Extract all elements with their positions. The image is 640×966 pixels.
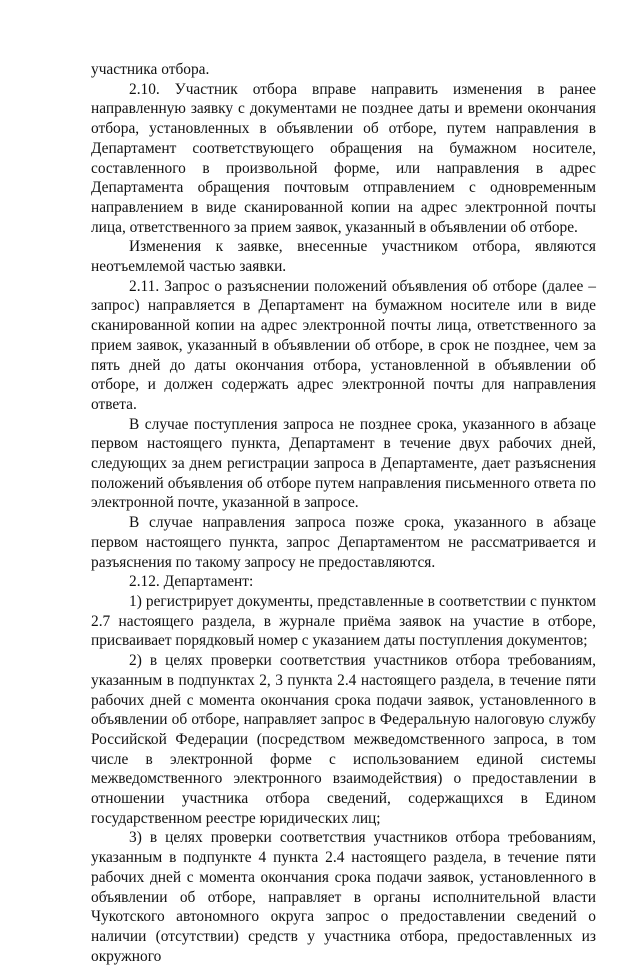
paragraph-request-on-time: В случае поступления запроса не позднее срока, указанного в абзаце первом настоящего пункта, Департамент в течение двух рабочих дней, следующих за днем регистрации запроса в Департаменте, дает разъяснения положений объявления об отборе путем направления письменного ответа по электронной почте, указанной в запросе.: [91, 415, 596, 512]
paragraph-2-11: 2.11. Запрос о разъяснении положений объявления об отборе (далее – запрос) направляется в Департамент на бумажном носителе или в виде сканированной копии на адрес электронной почты лица, ответственного за прием заявок, указанный в объявлении об отборе, в срок не позднее, чем за пять дней до даты окончания отбора, установленной в объявлении об отборе, и должен содержать адрес электронной почты для направления ответа.: [91, 277, 596, 413]
paragraph-2-12: 2.12. Департамент:: [129, 573, 254, 591]
paragraph-changes: Изменения к заявке, внесенные участником отбора, являются неотъемлемой частью заявки.: [91, 238, 596, 276]
paragraph-item-3: 3) в целях проверки соответствия участников отбора требованиям, указанным в подпункте 4 пункта 2.4 настоящего раздела, в течение пяти рабочих дней с момента окончания срока подачи заявок, установленного в объявлении об отборе, направляет в органы исполнительной власти Чукотского автономного округа запрос о предоставлении сведений о наличии (отсутствии) средств у участника отбора, предоставленных из окружного: [91, 829, 596, 965]
paragraph-item-1: 1) регистрирует документы, представленные в соответствии с пунктом 2.7 настоящего раздела, в журнале приёма заявок на участие в отборе, присваивает порядковый номер с указанием даты поступления документов;: [91, 592, 596, 650]
paragraph-2-10: 2.10. Участник отбора вправе направить изменения в ранее направленную заявку с документами не позднее даты и времени окончания отбора, установленных в объявлении об отборе, путем направления в Департамент соответствующего обращения на бумажном носителе, составленного в произвольной форме, или направления в адрес Департамента обращения почтовым отправлением с одновременным направлением в виде сканированной копии на адрес электронной почты лица, ответственного за прием заявок, указанный в объявлении об отборе.: [91, 80, 596, 236]
document-body: [91, 60, 596, 966]
paragraph-continuation: участника отбора.: [91, 61, 210, 78]
paragraph-request-late: В случае направления запроса позже срока, указанного в абзаце первом настоящего пункта, запрос Департаментом не рассматривается и разъяснения по такому запросу не предоставляются.: [91, 514, 596, 571]
paragraph-item-2: 2) в целях проверки соответствия участников отбора требованиям, указанным в подпунктах 2, 3 пункта 2.4 настоящего раздела, в течение пяти рабочих дней с момента окончания срока подачи заявок, установленного в объявлении об отборе, направляет запрос в Федеральную налоговую службу Российской Федерации (посредством межведомственного запроса, в том числе в электронной форме с использованием единой системы межведомственного электронного взаимодействия) о предоставлении в отношении участника отбора сведений, содержащихся в Едином государственном реестре юридических лиц;: [91, 652, 596, 827]
